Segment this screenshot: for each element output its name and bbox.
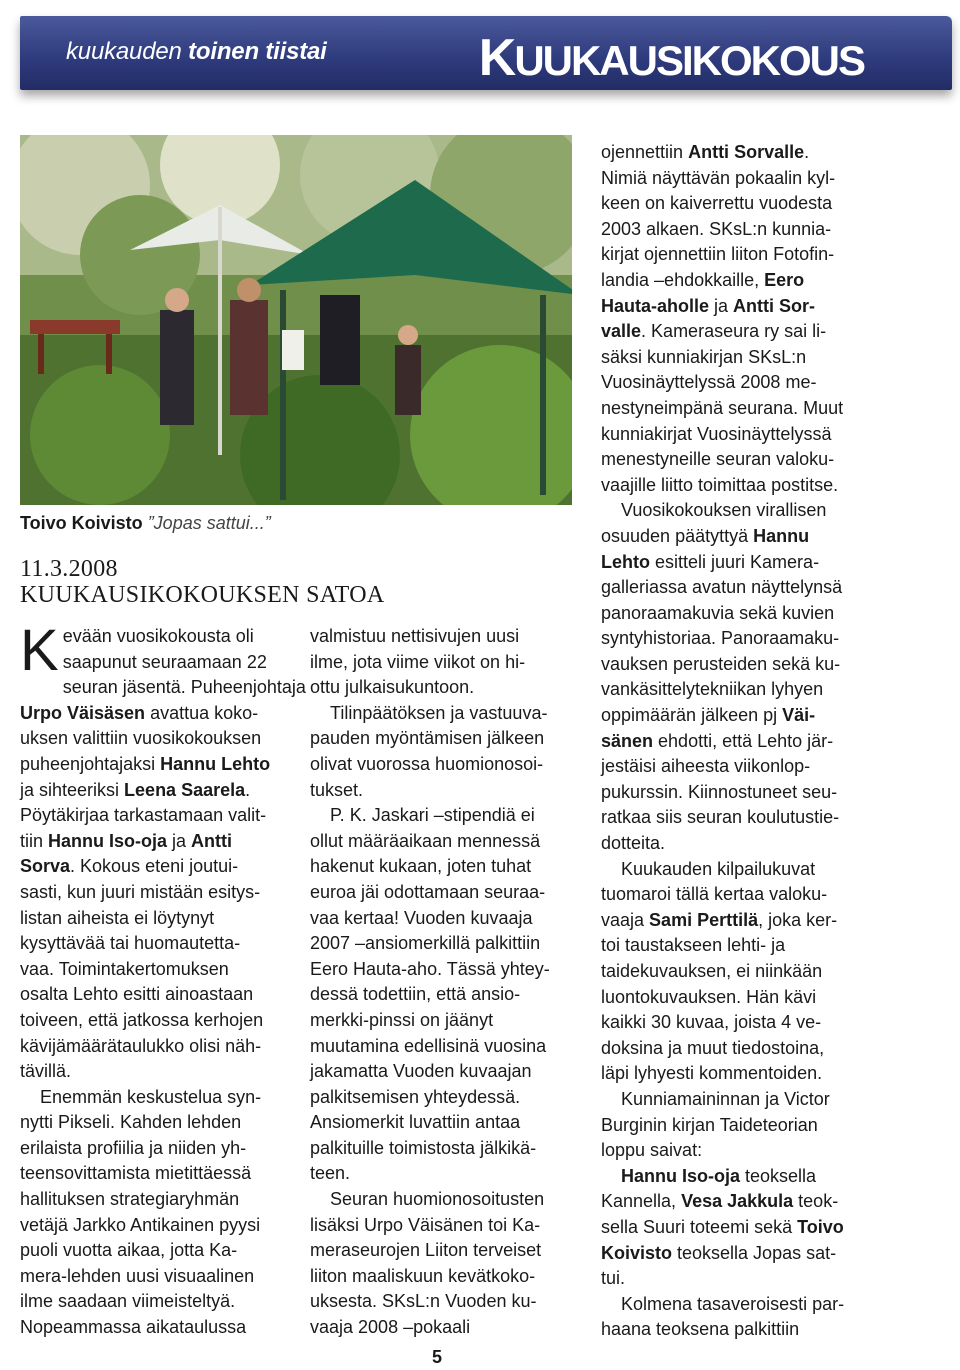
text-line: valle. Kameraseura ry sai li- (601, 321, 827, 342)
text-line: Vuosinäyttelyssä 2008 me- (601, 372, 817, 393)
text-line: valmistuu nettisivujen uusi (310, 626, 520, 646)
paragraph (20, 675, 306, 1085)
text-line: liiton maaliskuun kevätkoko- (310, 1265, 536, 1286)
text-line: Hauta-aholle ja Antti Sor- (601, 295, 816, 316)
text-line: luontokuvauksen. Hän kävi (601, 986, 817, 1007)
text-line: Seuran huomionosoitusten (330, 1189, 545, 1210)
text-line: Hannu Iso-oja teoksella (621, 1165, 817, 1186)
text-line: dessä todettiin, että ansio- (310, 984, 521, 1005)
text-line: kävijämäärätaulukko olisi näh- (20, 1035, 262, 1056)
section-header-band (20, 16, 952, 90)
text-line: evään vuosikokousta oli (62, 626, 254, 646)
text-line: läpi lyhyesti kommentoiden. (601, 1063, 823, 1084)
paragraph (601, 498, 871, 856)
paragraph (601, 1292, 871, 1343)
headline-title: KUUKAUSIKOKOUKSEN SATOA (20, 582, 385, 608)
text-line: tui. (601, 1268, 626, 1289)
text-line: säksi kunniakirjan SKsL:n (601, 346, 807, 367)
photo-illustration (20, 135, 572, 505)
text-line: tiin Hannu Iso-oja ja Antti (20, 830, 233, 851)
text-line: osalta Lehto esitti ainoastaan (20, 984, 254, 1005)
text-line: vaajille liitto toimittaa postitse. (601, 474, 839, 495)
article-column-2 (310, 624, 572, 1341)
text-line: Kuukauden kilpailukuvat (621, 858, 816, 879)
text-line: vaa kertaa! Vuoden kuvaaja (310, 907, 533, 928)
page-number: 5 (432, 1347, 443, 1367)
text-line: Kannella, Vesa Jakkula teok- (601, 1191, 839, 1212)
text-line: muutamina edellisinä vuosina (310, 1035, 547, 1056)
text-line: doksina ja muut tiedostoina, (601, 1037, 825, 1058)
text-line: oppimäärän jälkeen pj Väi- (601, 705, 816, 726)
text-line: palkitsemisen yhteydessä. (310, 1086, 521, 1107)
text-line: vaa. Toimintakertomuksen (20, 958, 229, 979)
text-line: tukset. (310, 779, 364, 800)
text-line: teen. (310, 1163, 351, 1184)
text-line: ilme, jota viime viikot on hi- (310, 651, 526, 672)
text-line: ilme saadaan viimeisteltyä. (20, 1291, 236, 1312)
text-line: osuuden päätyttyä Hannu (601, 525, 810, 546)
text-line: ratkaa siis seuran koulutustie- (601, 807, 840, 828)
text-line: Vuosikokouksen virallisen (621, 500, 827, 521)
paragraph (310, 1187, 572, 1341)
paragraph (310, 624, 572, 701)
text-line: tävillä. (20, 1061, 72, 1082)
paragraph (601, 1087, 871, 1164)
text-line: Kunniamaininnan ja Victor (621, 1088, 830, 1109)
text-line: olivat vuorossa huomionosoi- (310, 753, 544, 774)
article-column-1 (20, 618, 306, 1341)
paragraph (601, 140, 871, 498)
text-line: dotteita. (601, 833, 666, 854)
text-line: loppu saivat: (601, 1140, 703, 1161)
text-line: Burginin kirjan Taideteorian (601, 1114, 818, 1135)
paragraph (601, 857, 871, 1087)
headline-date: 11.3.2008 (20, 556, 118, 582)
text-line: Ansiomerkit luvattiin antaa (310, 1112, 521, 1133)
text-line: haana teoksena palkittiin (601, 1319, 800, 1340)
text-line: tuomaroi tällä kertaa valoku- (601, 884, 828, 905)
text-line: syntyhistoriaa. Panoraamaku- (601, 628, 840, 649)
text-line: pukurssin. Kiinnostuneet seu- (601, 781, 838, 802)
text-line: vaaja 2008 –pokaali (310, 1317, 471, 1338)
text-line: Koivisto teoksella Jopas sat- (601, 1242, 837, 1263)
text-line: menestyneille seuran valoku- (601, 449, 835, 470)
text-line: ollut määräaikaan mennessä (310, 830, 541, 851)
text-line: Sorva. Kokous eteni joutui- (20, 856, 239, 877)
text-line: kunniakirjat Vuosinäyttelyssä (601, 423, 832, 444)
paragraph (310, 803, 572, 1187)
text-line: kaikki 30 kuvaa, joista 4 ve- (601, 1012, 822, 1033)
text-line: toiveen, että jatkossa kerhojen (20, 1009, 264, 1030)
text-line: palkituille toimistosta jälkikä- (310, 1137, 537, 1158)
text-line: galleriassa avatun näyttelynsä (601, 577, 843, 598)
text-line: nestyneimpänä seurana. Muut (601, 397, 844, 418)
text-line: landia –ehdokkaille, Eero (601, 269, 805, 290)
paragraph (20, 618, 282, 683)
text-line: toi taustakseen lehti- ja (601, 935, 786, 956)
text-line: Kolmena tasaveroisesti par- (621, 1293, 845, 1314)
text-line: erilaista profiilia ja niiden yh- (20, 1137, 247, 1158)
text-line: seuran jäsentä. Puheenjohtaja (62, 677, 306, 698)
text-line: hakenut kukaan, joten tuhat (310, 856, 532, 877)
text-line: panoraamakuvia sekä kuvien (601, 602, 835, 623)
text-line: sella Suuri toteemi sekä Toivo (601, 1216, 844, 1237)
text-line: vankäsittelytekniikan lyhyen (601, 679, 824, 700)
text-line: kysyttävää tai huomautetta- (20, 933, 241, 954)
text-line: Urpo Väisäsen avattua koko- (20, 702, 259, 723)
text-line: uksen valittiin vuosikokouksen (20, 728, 262, 749)
article-column-3 (601, 140, 871, 1343)
section-title-text: KUUKAUSIKOKOUS (478, 29, 864, 87)
text-line: vauksen perusteiden sekä ku- (601, 653, 841, 674)
text-line: P. K. Jaskari –stipendiä ei (330, 805, 535, 826)
text-line: Nimiä näyttävän pokaalin kyl- (601, 167, 836, 188)
text-line: nytti Pikseli. Kahden lehden (20, 1112, 242, 1133)
text-line: mera-lehden uusi visuaalinen (20, 1265, 255, 1286)
text-line: 2003 alkaen. SKsL:n kunnia- (601, 218, 832, 239)
text-line: ottu julkaisukuntoon. (310, 677, 475, 698)
text-line: jakamatta Vuoden kuvaajan (310, 1061, 532, 1082)
text-line: vetäjä Jarkko Antikainen pyysi (20, 1214, 261, 1235)
text-line: sänen ehdotti, että Lehto jär- (601, 730, 834, 751)
text-line: hallituksen strategiaryhmän (20, 1189, 240, 1210)
text-line: Nopeammassa aikataulussa (20, 1317, 247, 1338)
text-line: puheenjohtajaksi Hannu Lehto (20, 753, 271, 774)
text-line: keen on kaiverrettu vuodesta (601, 193, 833, 214)
article-headline (20, 556, 384, 608)
paragraph (310, 701, 572, 803)
text-line: euroa jäi odottamaan seuraa- (310, 881, 546, 902)
text-line: teensovittamista mietittäessä (20, 1163, 252, 1184)
text-line: listan aiheista ei löytynyt (20, 907, 215, 928)
text-line: vaaja Sami Perttilä, joka ker- (601, 909, 838, 930)
text-line: sasti, kun juuri mistään esitys- (20, 881, 261, 902)
section-kicker: kuukauden toinen tiistai (66, 38, 327, 65)
text-line: uksesta. SKsL:n Vuoden ku- (310, 1291, 537, 1312)
text-line: saapunut seuraamaan 22 (62, 651, 267, 672)
text-line: kirjat ojennettiin liiton Fotofin- (601, 244, 835, 265)
text-line: merkki-pinssi on jäänyt (310, 1009, 494, 1030)
caption-author: Toivo Koivisto (20, 513, 143, 533)
caption-title: ”Jopas sattui...” (147, 513, 271, 533)
text-line: Enemmän keskustelua syn- (40, 1086, 262, 1107)
text-line: Tilinpäätöksen ja vastuuva- (330, 702, 548, 723)
text-line: pauden myöntämisen jälkeen (310, 728, 545, 749)
text-line: 2007 –ansiomerkillä palkittiin (310, 933, 541, 954)
garden-party-photo (20, 135, 572, 505)
paragraph (20, 1085, 282, 1341)
drop-cap: K (20, 618, 59, 683)
text-line: Lehto esitteli juuri Kamera- (601, 551, 820, 572)
text-line: puoli vuotta aikaa, jotta Ka- (20, 1240, 238, 1261)
text-line: ja sihteeriksi Leena Saarela. (20, 779, 251, 800)
text-line: ojennettiin Antti Sorvalle. (601, 142, 810, 162)
paragraph (601, 1164, 871, 1292)
text-line: Pöytäkirjaa tarkastamaan valit- (20, 805, 267, 826)
photo-caption (20, 513, 271, 534)
text-line: Eero Hauta-aho. Tässä yhtey- (310, 958, 550, 979)
text-line: lisäksi Urpo Väisänen toi Ka- (310, 1214, 541, 1235)
text-line: taidekuvauksen, ei niinkään (601, 961, 823, 981)
section-title (479, 28, 864, 88)
text-line: meraseurojen Liiton terveiset (310, 1240, 542, 1261)
text-line: jestäisi aiheesta viikonlop- (601, 756, 811, 777)
